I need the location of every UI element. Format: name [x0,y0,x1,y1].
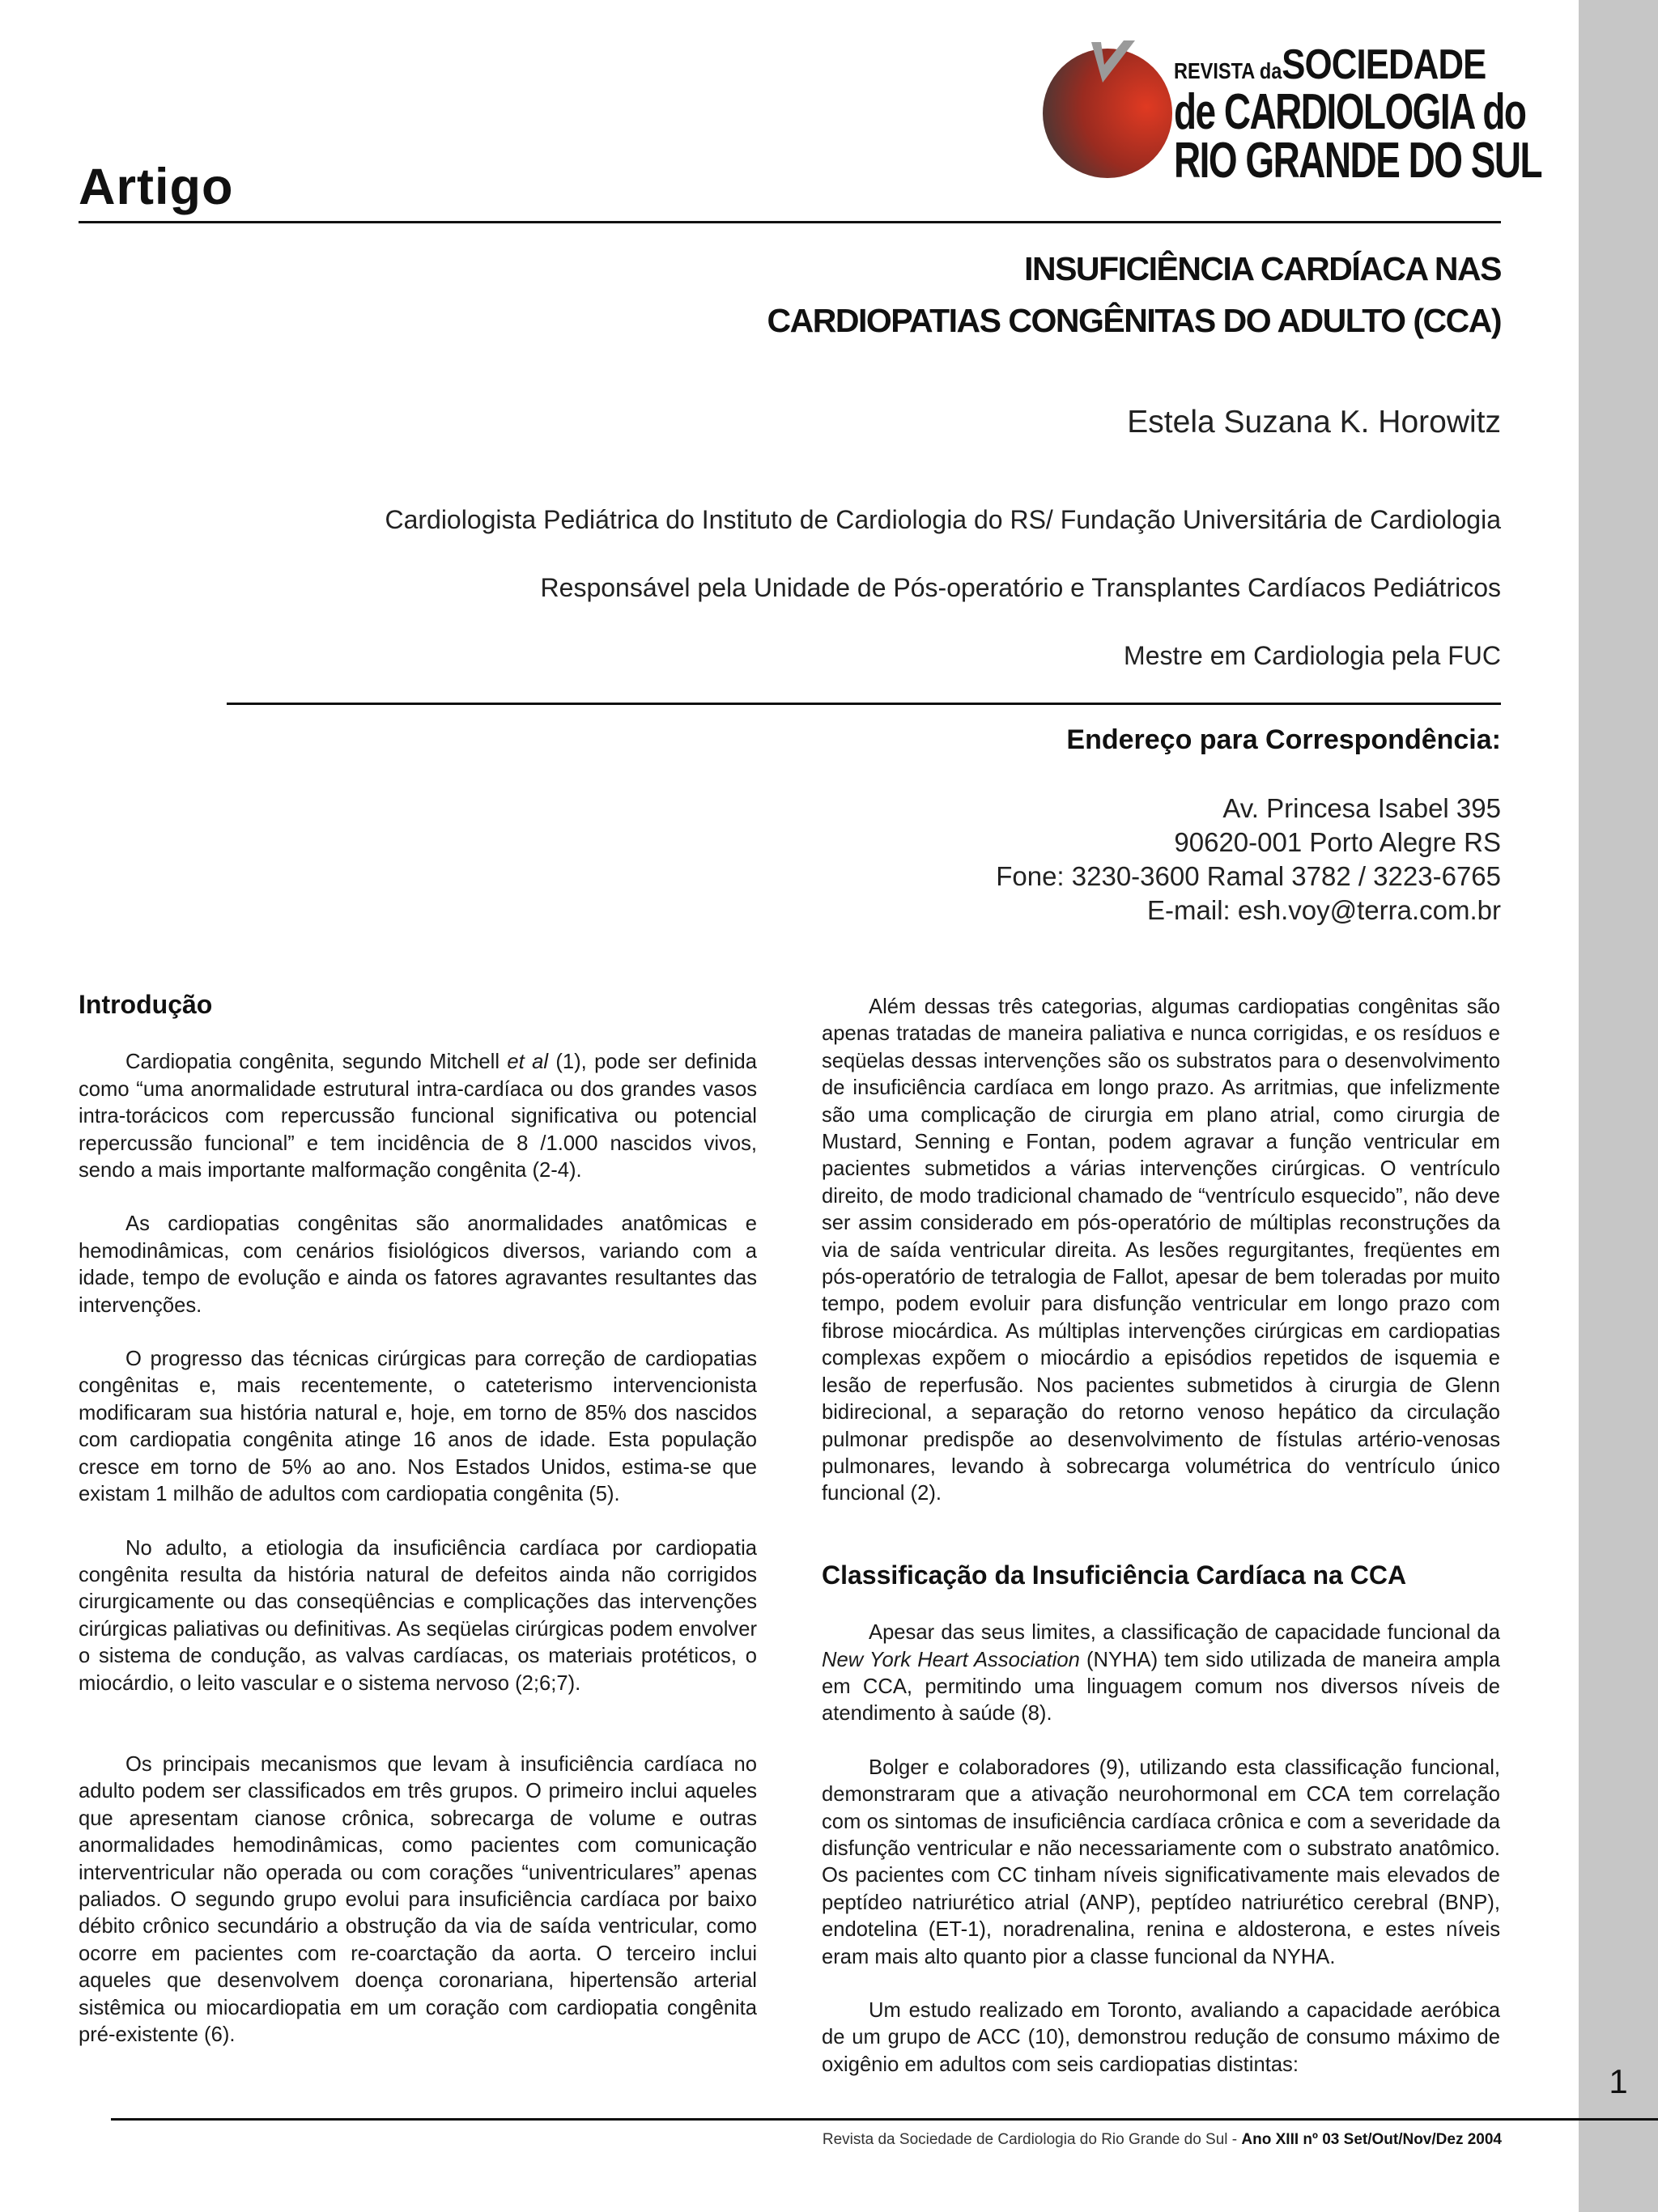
correspondence-address [996,792,1501,928]
paragraph: O progresso das técnicas cirúrgicas para correção de cardiopatias congênitas e, mais recentemente, o cateterismo intervencionista modificaram sua história natural e, hoje, em torno de 85% dos nascidos com cardiopatia congênita atinge 16 anos de idade. Esta população cresce em torno de 5% ao ano. Nos Estados Unidos, estima-se que existam 1 milhão de adultos com cardiopatia congênita (5). [79,1348,757,1506]
heart-circle-icon [1036,32,1174,194]
footer-citation: Revista da Sociedade de Cardiologia do Rio Grande do Sul - Ano XIII nº 03 Set/Out/Nov/Dez 2004 [822,2131,1502,2148]
title-line-1: INSUFICIÊNCIA CARDÍACA NAS [1024,250,1501,287]
right-margin-bar [1579,0,1658,2212]
footer-rule [111,2118,1658,2121]
address-street: Av. Princesa Isabel 395 [1222,793,1501,823]
paragraph: Bolger e colaboradores (9), utilizando esta classificação funcional, demonstraram que a ativação neurohormonal em CCA tem correlação com os sintomas de insuficiência cardíaca crônica e com a severidade da disfunção ventricular e não necessariamente com o substrato anatômico. Os pacientes com CC tinham níveis significativamente mais elevados de peptídeo natriurético atrial (ANP), peptídeo natriurético cerebral (BNP), endotelina (ET-1), noradrenalina, renina e aldosterona, e estes níveis eram mais alto quanto pior a classe funcional da NYHA. [822,1756,1500,1968]
mid-rule [227,703,1501,705]
journal-logo [1036,32,1542,194]
intro-heading: Introdução [79,990,213,1019]
top-rule [79,221,1501,223]
affiliation-3: Mestre em Cardiologia pela FUC [1124,641,1501,670]
affiliation-2: Responsável pela Unidade de Pós-operatório e Transplantes Cardíacos Pediátricos [540,573,1501,602]
affiliation-1: Cardiologista Pediátrica do Instituto de Cardiologia do RS/ Fundação Universitária de Cardiologia [385,505,1501,534]
logo-line-2: de CARDIOLOGIA do [1174,84,1526,140]
left-column [79,991,757,2075]
paragraph: Os principais mecanismos que levam à insuficiência cardíaca no adulto podem ser classificados em três grupos. O primeiro inclui aqueles que apresentam cianose crônica, sobrecarga de volume e outras anormalidades hemodinâmicas, como pacientes com comunicação interventricular não operada ou com corações “univentriculares” apenas paliados. O segundo grupo evolui para insuficiência cardíaca por baixo débito crônico secundário a obstrução da via de saída ventricular, como ocorre em pacientes com re-coarctação da aorta. O terceiro inclui aqueles que desenvolvem doença coronariana, hipertensão arterial sistêmica ou miocardiopatia em um coração com cardiopatia congênita pré-existente (6). [79,1752,757,2046]
classification-heading: Classificação da Insuficiência Cardíaca na CCA [822,1560,1407,1590]
section-label: Artigo [79,159,234,215]
right-column [822,994,1500,2105]
title-line-2: CARDIOPATIAS CONGÊNITAS DO ADULTO (CCA) [767,302,1501,339]
author-name: Estela Suzana K. Horowitz [1127,405,1501,439]
paragraph: Um estudo realizado em Toronto, avaliando a capacidade aeróbica de um grupo de ACC (10), demonstrou redução de consumo máximo de oxigênio em adultos com seis cardiopatias distintas: [822,1999,1500,2076]
paragraph: Cardiopatia congênita, segundo Mitchell et al (1), pode ser definida como “uma anormalidade estrutural intra-cardíaca ou dos grandes vasos intra-torácicos com repercussão funcional significativa ou potencial repercussão funcional” e tem incidência de 8 /1.000 nascidos vivos, sendo a mais importante malformação congênita (2-4). [79,1051,757,1182]
logo-revista-da: REVISTA da [1174,58,1282,83]
paragraph: No adulto, a etiologia da insuficiência cardíaca por cardiopatia congênita resulta da história natural de defeitos ainda não corrigidos cirurgicamente ou das conseqüências e complicações das intervenções cirúrgicas paliativas ou definitivas. As seqüelas cirúrgicas podem envolver o sistema de condução, as valvas cardíacas, os materiais protéticos, o miocárdio, o leito vascular e o sistema nervoso (2;6;7). [79,1536,757,1695]
address-email[interactable]: E-mail: esh.voy@terra.com.br [1147,895,1501,925]
paragraph: Além dessas três categorias, algumas cardiopatias congênitas são apenas tratadas de maneira paliativa e nunca corrigidas, e os resíduos e seqüelas dessas intervenções são os substratos para o desenvolvimento de insuficiência cardíaca em longo prazo. As arritmias, que infelizmente são uma complicação de cirurgia em plano atrial, como cirurgia de Mustard, Senning e Fontan, podem agravar a função ventricular em pacientes submetidos a várias intervenções cirúrgicas. O ventrículo direito, de modo tradicional chamado de “ventrículo esquecido”, não deve ser assim considerado em pós-operatório de múltiplas reconstruções da via de saída ventricular direita. As lesões regurgitantes, freqüentes em pós-operatório de tetralogia de Fallot, apesar de bem toleradas por muito tempo, podem evoluir para disfunção ventricular em longo prazo com fibrose miocárdica. As múltiplas intervenções cirúrgicas em cardiopatias complexas expõem o miocárdio a episódios repetidos de isquemia e lesão de reperfusão. Nos pacientes submetidos à cirurgia de Glenn bidirecional, a separação do retorno venoso hepático da circulação pulmonar predispõe ao desenvolvimento de fístulas artério-venosas pulmonares, levando à sobrecarga volumétrica do ventrículo único funcional (2). [822,996,1500,1505]
paragraph: As cardiopatias congênitas são anormalidades anatômicas e hemodinâmicas, com cenários fisiológicos diversos, variando com a idade, tempo de evolução e ainda os fatores agravantes resultantes das intervenções. [79,1212,757,1317]
page-number: 1 [1609,2062,1628,2100]
article-title [767,243,1501,346]
logo-line-3: RIO GRANDE DO SUL [1174,133,1542,189]
correspondence-heading: Endereço para Correspondência: [1066,724,1501,755]
logo-sociedade: SOCIEDADE [1282,41,1486,88]
address-city: 90620-001 Porto Alegre RS [1174,827,1501,857]
paragraph: Apesar das seus limites, a classificação de capacidade funcional da New York Heart Association (NYHA) tem sido utilizada de maneira ampla em CCA, permitindo uma linguagem comum nos diversos níveis de atendimento à saúde (8). [822,1621,1500,1726]
address-phone: Fone: 3230-3600 Ramal 3782 / 3223-6765 [996,861,1501,891]
